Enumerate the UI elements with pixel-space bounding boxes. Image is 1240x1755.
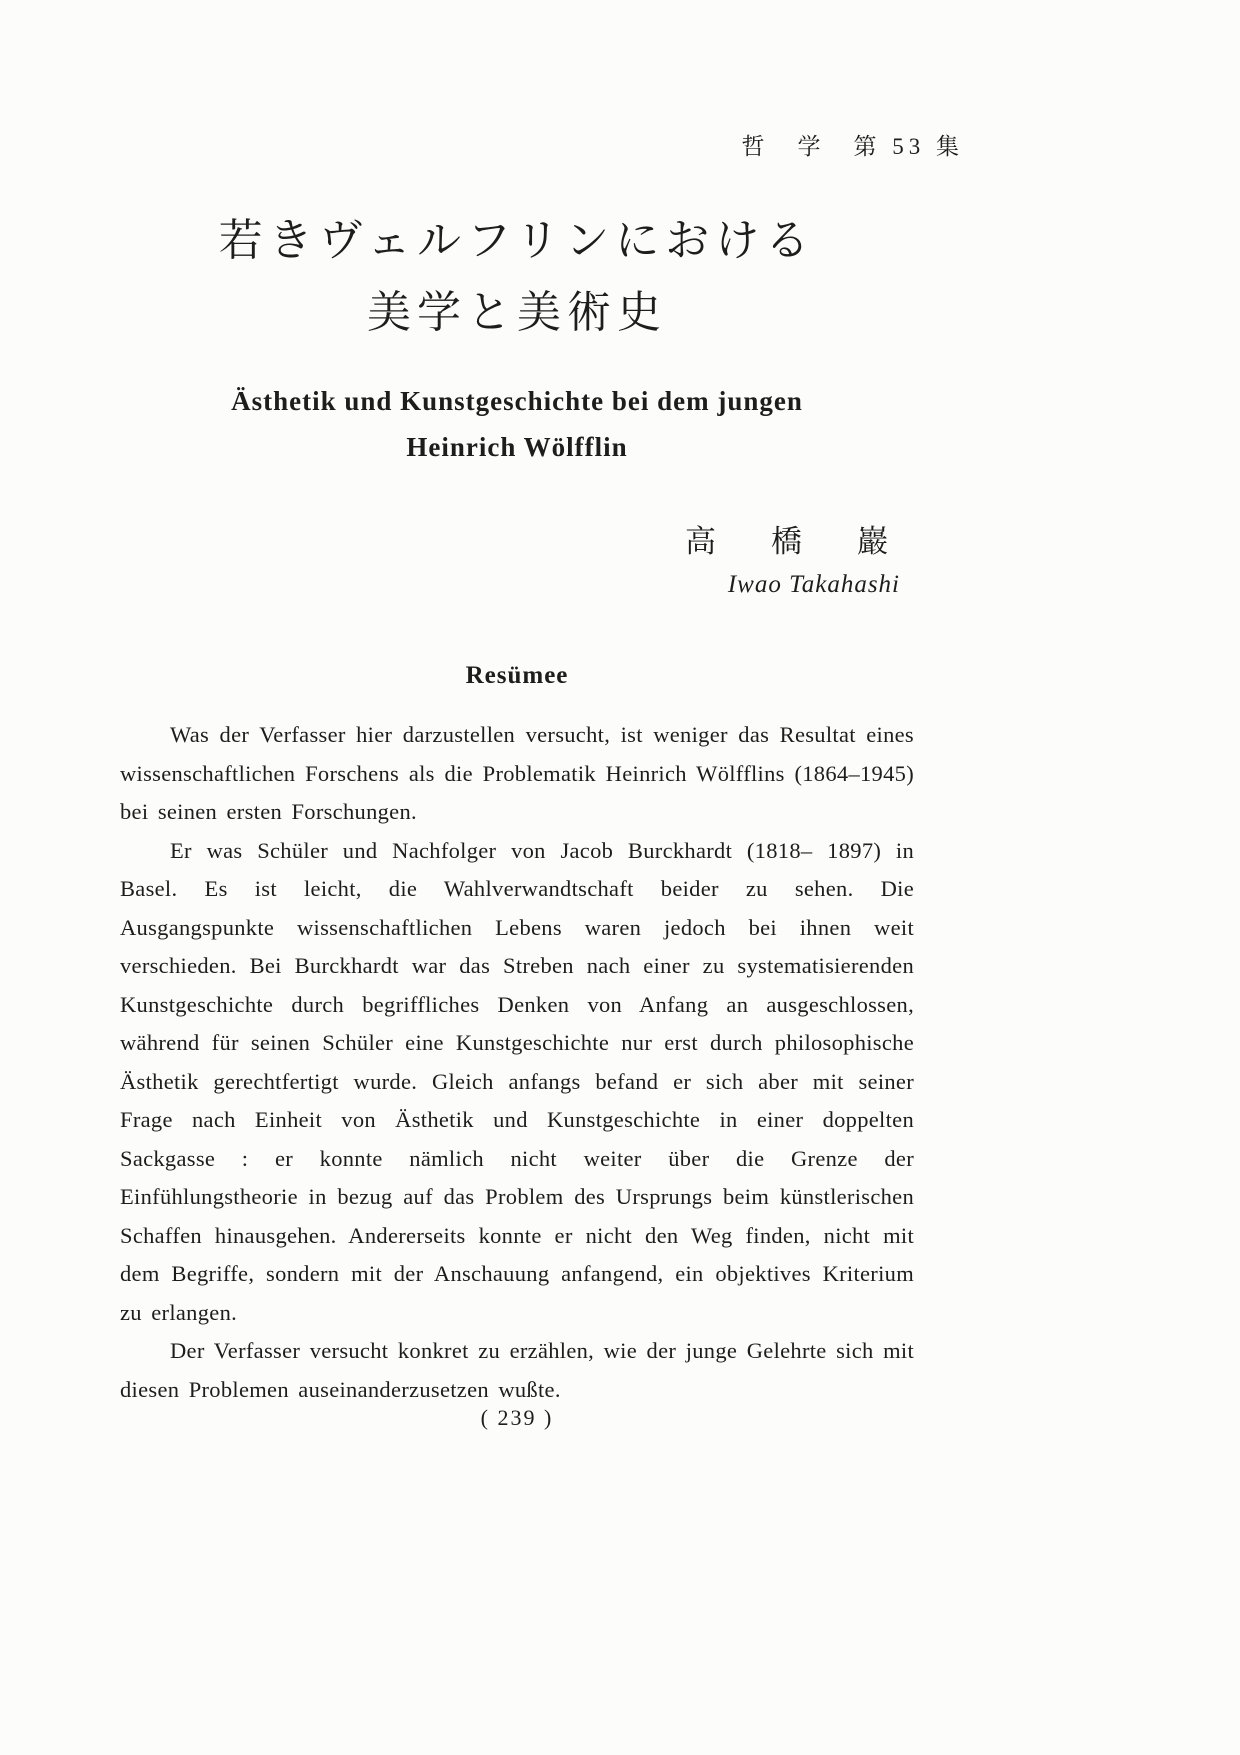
author-name-japanese: 高 橋 巖	[685, 524, 900, 560]
section-heading-resumee: Resümee	[465, 662, 569, 690]
content-column	[120, 0, 914, 1409]
title-japanese-line2: 美学と美術史	[367, 288, 667, 337]
title-german	[120, 378, 914, 470]
paragraph: Der Verfasser versucht konkret zu erzählen, wie der junge Gelehrte sich mit diesen Problemen auseinanderzusetzen wußte.	[120, 1338, 914, 1402]
title-german-line1: Ästhetik und Kunstgeschichte bei dem jungen	[231, 386, 803, 417]
author-block	[120, 522, 914, 604]
title-german-line2: Heinrich Wölfflin	[406, 432, 628, 463]
abstract-body	[120, 716, 914, 1409]
page-number: ( 239 )	[480, 1405, 554, 1430]
title-japanese	[120, 205, 914, 349]
author-name-romanized: Iwao Takahashi	[727, 571, 900, 599]
paragraph: Er was Schüler und Nachfolger von Jacob Burckhardt (1818– 1897) in Basel. Es ist leicht, die Wahlverwandtschaft beider zu sehen. Die Ausgangspunkte wissenschaftlichen Lebens waren jedoch bei ihnen weit verschieden. Bei Burckhardt war das Streben nach einer zu systematisierenden Kunstgeschichte durch begriffliches Denken von Anfang an ausgeschlossen, während für seinen Schüler eine Kunstgeschichte nur erst durch philosophische Ästhetik gerechtfertigt wurde. Gleich anfangs befand er sich aber mit seiner Frage nach Einheit von Ästhetik und Kunstgeschichte in einer doppelten Sackgasse : er konnte nämlich nicht weiter über die Grenze der Einfühlungstheorie in bezug auf das Problem des Ursprungs beim künstlerischen Schaffen hinausgehen. Andererseits konnte er nicht den Weg finden, nicht mit dem Begriffe, sondern mit der Anschauung anfangend, ein objektives Kriterium zu erlangen.	[120, 837, 914, 1325]
paragraph: Was der Verfasser hier darzustellen versucht, ist weniger das Resultat eines wissenschaftlichen Forschens als die Problematik Heinrich Wölfflins (1864–1945) bei seinen ersten Forschungen.	[120, 722, 914, 825]
title-japanese-line1: 若きヴェルフリンにおける	[218, 216, 816, 265]
journal-volume-header: 哲 学 第 53 集	[741, 134, 964, 159]
